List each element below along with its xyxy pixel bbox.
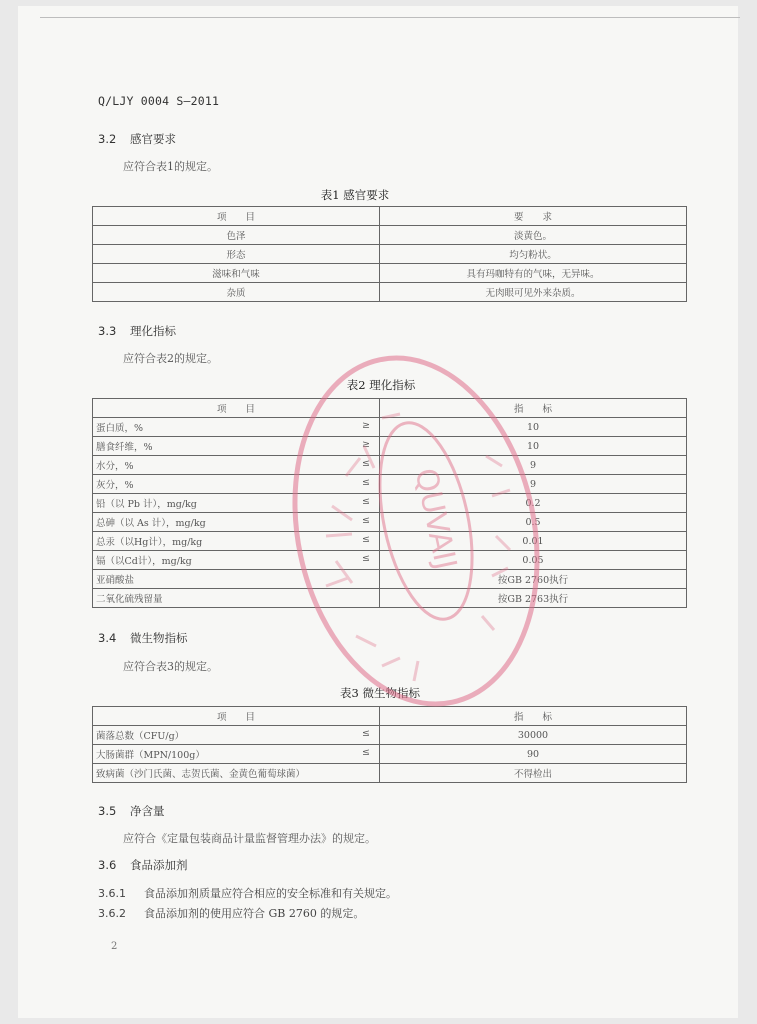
table-header-cell: 要 求 bbox=[380, 207, 687, 226]
table-cell: 按GB 2760执行 bbox=[380, 570, 687, 589]
item-label: 水分，% bbox=[96, 461, 134, 472]
table-cell: 90 bbox=[380, 745, 687, 764]
table-cell: 淡黄色。 bbox=[380, 226, 687, 245]
table-cell bbox=[93, 418, 380, 437]
table-cell bbox=[93, 551, 380, 570]
table3 bbox=[92, 706, 687, 783]
table-cell bbox=[93, 589, 380, 608]
table-row bbox=[93, 551, 687, 570]
section-3-2-heading bbox=[98, 131, 176, 147]
section-title: 感官要求 bbox=[130, 132, 176, 146]
item-label: 总砷（以 As 计），mg/kg bbox=[96, 518, 206, 529]
section-3-5-text: 应符合《定量包装商品计量监督管理办法》的规定。 bbox=[123, 832, 376, 845]
table-row bbox=[93, 494, 687, 513]
table-cell: 0.05 bbox=[380, 551, 687, 570]
document-page bbox=[18, 6, 738, 1018]
table-cell: 形态 bbox=[93, 245, 380, 264]
page-number: 2 bbox=[111, 941, 118, 952]
section-number: 3.6.2 bbox=[98, 907, 126, 920]
section-text: 食品添加剂质量应符合相应的安全标准和有关规定。 bbox=[144, 887, 397, 900]
table-header-row bbox=[93, 207, 687, 226]
table-cell bbox=[93, 437, 380, 456]
section-text: 食品添加剂的使用应符合 GB 2760 的规定。 bbox=[144, 907, 365, 920]
item-label: 亚硝酸盐 bbox=[96, 575, 135, 586]
section-title: 食品添加剂 bbox=[130, 858, 188, 872]
section-3-6-2 bbox=[98, 905, 364, 921]
table-cell bbox=[93, 475, 380, 494]
section-3-4-text: 应符合表3的规定。 bbox=[123, 660, 218, 673]
section-number: 3.6 bbox=[98, 858, 117, 872]
table-cell: 滋味和气味 bbox=[93, 264, 380, 283]
table-cell: 杂质 bbox=[93, 283, 380, 302]
table-cell: 30000 bbox=[380, 726, 687, 745]
item-label: 膳食纤维，% bbox=[96, 442, 153, 453]
table-cell bbox=[93, 570, 380, 589]
table-cell bbox=[93, 456, 380, 475]
table-cell: 0.2 bbox=[380, 494, 687, 513]
table2-caption: 表2 理化指标 bbox=[346, 378, 416, 392]
table-cell: 具有玛咖特有的气味，无异味。 bbox=[380, 264, 687, 283]
table-row bbox=[93, 456, 687, 475]
table-header-cell: 指 标 bbox=[380, 399, 687, 418]
table-row bbox=[93, 726, 687, 745]
section-3-6-heading bbox=[98, 857, 188, 873]
section-title: 微生物指标 bbox=[130, 631, 188, 645]
table3-caption: 表3 微生物指标 bbox=[340, 686, 420, 700]
table-header-cell: 项 目 bbox=[93, 399, 380, 418]
table-row bbox=[93, 437, 687, 456]
table-cell: 按GB 2763执行 bbox=[380, 589, 687, 608]
table-cell bbox=[93, 726, 380, 745]
table-cell bbox=[93, 745, 380, 764]
comparator: ≤ bbox=[362, 515, 370, 526]
item-label: 大肠菌群（MPN/100g） bbox=[96, 750, 205, 761]
item-label: 镉（以Cd计），mg/kg bbox=[96, 556, 192, 567]
section-3-4-heading bbox=[98, 630, 188, 646]
section-number: 3.2 bbox=[98, 132, 117, 146]
table-cell: 9 bbox=[380, 456, 687, 475]
table-cell: 0.5 bbox=[380, 513, 687, 532]
comparator: ≥ bbox=[362, 439, 370, 450]
table-row bbox=[93, 513, 687, 532]
table-cell: 无肉眼可见外来杂质。 bbox=[380, 283, 687, 302]
comparator: ≤ bbox=[362, 728, 370, 739]
table1-caption: 表1 感官要求 bbox=[320, 188, 390, 202]
section-3-5-heading bbox=[98, 803, 165, 819]
table-cell: 色泽 bbox=[93, 226, 380, 245]
comparator: ≤ bbox=[362, 496, 370, 507]
table-cell bbox=[93, 494, 380, 513]
table2 bbox=[92, 398, 687, 608]
table-cell: 不得检出 bbox=[380, 764, 687, 783]
table-row bbox=[93, 245, 687, 264]
table-row bbox=[93, 283, 687, 302]
item-label: 铅（以 Pb 计），mg/kg bbox=[96, 499, 197, 510]
table-row bbox=[93, 764, 687, 783]
item-label: 菌落总数（CFU/g） bbox=[96, 731, 185, 742]
table1 bbox=[92, 206, 687, 302]
table-cell bbox=[93, 513, 380, 532]
comparator: ≥ bbox=[362, 420, 370, 431]
comparator: ≤ bbox=[362, 553, 370, 564]
table-row bbox=[93, 226, 687, 245]
table-cell bbox=[93, 764, 380, 783]
doc-code: Q/LJY 0004 S—2011 bbox=[98, 94, 220, 108]
section-number: 3.4 bbox=[98, 631, 117, 645]
item-label: 灰分，% bbox=[96, 480, 134, 491]
header-rule bbox=[40, 17, 740, 18]
section-title: 净含量 bbox=[130, 804, 165, 818]
section-number: 3.6.1 bbox=[98, 887, 126, 900]
comparator: ≤ bbox=[362, 458, 370, 469]
table-cell: 均匀粉状。 bbox=[380, 245, 687, 264]
comparator: ≤ bbox=[362, 477, 370, 488]
comparator: ≤ bbox=[362, 747, 370, 758]
item-label: 致病菌（沙门氏菌、志贺氏菌、金黄色葡萄球菌） bbox=[96, 769, 306, 780]
table-cell: 9 bbox=[380, 475, 687, 494]
table-cell: 10 bbox=[380, 437, 687, 456]
table-header-row bbox=[93, 707, 687, 726]
table-row bbox=[93, 570, 687, 589]
table-row bbox=[93, 745, 687, 764]
section-3-3-heading bbox=[98, 323, 176, 339]
section-title: 理化指标 bbox=[130, 324, 176, 338]
seal-inner-text: QUVAIJ bbox=[407, 465, 464, 573]
item-label: 总汞（以Hg计），mg/kg bbox=[96, 537, 203, 548]
item-label: 二氧化硫残留量 bbox=[96, 594, 163, 605]
table-row bbox=[93, 589, 687, 608]
table-cell bbox=[93, 532, 380, 551]
table-header-cell: 项 目 bbox=[93, 707, 380, 726]
section-number: 3.3 bbox=[98, 324, 117, 338]
table-row bbox=[93, 532, 687, 551]
table-cell: 0.01 bbox=[380, 532, 687, 551]
item-label: 蛋白质，% bbox=[96, 423, 144, 434]
table-row bbox=[93, 264, 687, 283]
table-header-cell: 项 目 bbox=[93, 207, 380, 226]
section-3-6-1 bbox=[98, 885, 397, 901]
table-header-cell: 指 标 bbox=[380, 707, 687, 726]
table-row bbox=[93, 418, 687, 437]
section-3-3-text: 应符合表2的规定。 bbox=[123, 352, 218, 365]
table-header-row bbox=[93, 399, 687, 418]
table-row bbox=[93, 475, 687, 494]
section-3-2-text: 应符合表1的规定。 bbox=[123, 160, 218, 173]
section-number: 3.5 bbox=[98, 804, 117, 818]
comparator: ≤ bbox=[362, 534, 370, 545]
table-cell: 10 bbox=[380, 418, 687, 437]
